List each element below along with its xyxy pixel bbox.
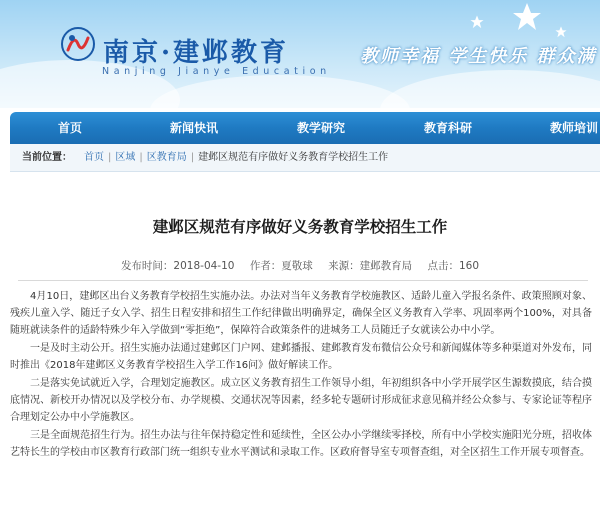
breadcrumb: [10, 144, 600, 172]
star-icon: [470, 15, 484, 29]
breadcrumb-link-home[interactable]: 首页: [84, 152, 104, 163]
publish-time: 发布时间：2018-04-10: [120, 260, 235, 272]
article-title: 建邺区规范有序做好义务教育学校招生工作: [152, 218, 448, 236]
breadcrumb-separator: |: [190, 152, 195, 163]
breadcrumb-link-region[interactable]: 区域: [115, 152, 136, 163]
article-meta: [0, 258, 600, 273]
site-logo-subtitle: Nanjing Jianye Education: [102, 66, 331, 77]
article-paragraph: 二是落实免试就近入学，合理划定施教区。成立区义务教育招生工作领导小组，年初组织各中小学开展学区生源数摸底，结合摸底情况、新校开办情况以及学校分布、办学规模、交通状况等因素，经多轮专题研讨形成征求意见稿并经公众参与、专家论证等程序合理划定公办中小学施教区。: [10, 378, 592, 423]
source: 来源：建邺教育局: [328, 260, 413, 272]
nav-item-education-research[interactable]: 教育科研: [424, 121, 473, 135]
breadcrumb-current: 建邺区规范有序做好义务教育学校招生工作: [198, 152, 389, 163]
site-logo-title[interactable]: 南京·建邺教育: [103, 38, 290, 68]
breadcrumb-separator: |: [139, 152, 143, 163]
logo-icon: [60, 26, 96, 62]
article-body: [10, 288, 592, 462]
cloud-decoration: [150, 75, 410, 108]
site-slogan: 教师幸福 学生快乐 群众满: [360, 46, 597, 67]
divider: [18, 280, 588, 281]
breadcrumb-link-bureau[interactable]: 区教育局: [146, 152, 187, 163]
breadcrumb-separator: |: [108, 152, 112, 163]
nav-item-teacher-training[interactable]: 教师培训: [550, 121, 599, 135]
nav-item-home[interactable]: 首页: [58, 121, 83, 135]
star-icon: [555, 26, 567, 38]
nav-item-news[interactable]: 新闻快讯: [170, 121, 219, 135]
main-nav: [10, 112, 600, 144]
article-paragraph: 一是及时主动公开。招生实施办法通过建邺区门户网、建邺播报、建邺教育发布微信公众号和新闻媒体等多种渠道对外发布，同时推出《2018年建邺区义务教育学校招生入学工作16问》做好解读工作。: [10, 343, 592, 371]
breadcrumb-label: 当前位置：: [22, 152, 72, 163]
star-icon: [512, 2, 542, 32]
cloud-decoration: [380, 70, 600, 108]
article-paragraph: 4月10日，建邺区出台义务教育学校招生实施办法。办法对当年义务教育学校施教区、适龄儿童入学报名条件、政策照顾对象、残疾儿童入学、随迁子女入学、招生日程安排和招生工作纪律做出明确界定，确保全区义务教育入学率、巩固率两个100%，对具备随班就读条件的适龄特殊少年入学做到“零拒绝”，保障符合政策条件的进城务工人员随迁子女就读公办中小学。: [10, 291, 592, 336]
breadcrumb-trail: [84, 144, 388, 172]
nav-item-teaching-research[interactable]: 教学研究: [297, 121, 346, 135]
article-paragraph: 三是全面规范招生行为。招生办法与往年保持稳定性和延续性，全区公办小学继续零择校，所有中小学校实施阳光分班，招收体艺特长生的学校由市区教育行政部门统一组织专业水平测试和录取工作。区政府督导室专项督查组，对全区招生工作开展专项督查。: [10, 430, 592, 458]
author: 作者：夏敬球: [249, 260, 313, 272]
click-count: 点击：160: [427, 260, 480, 272]
site-header: [0, 0, 600, 108]
